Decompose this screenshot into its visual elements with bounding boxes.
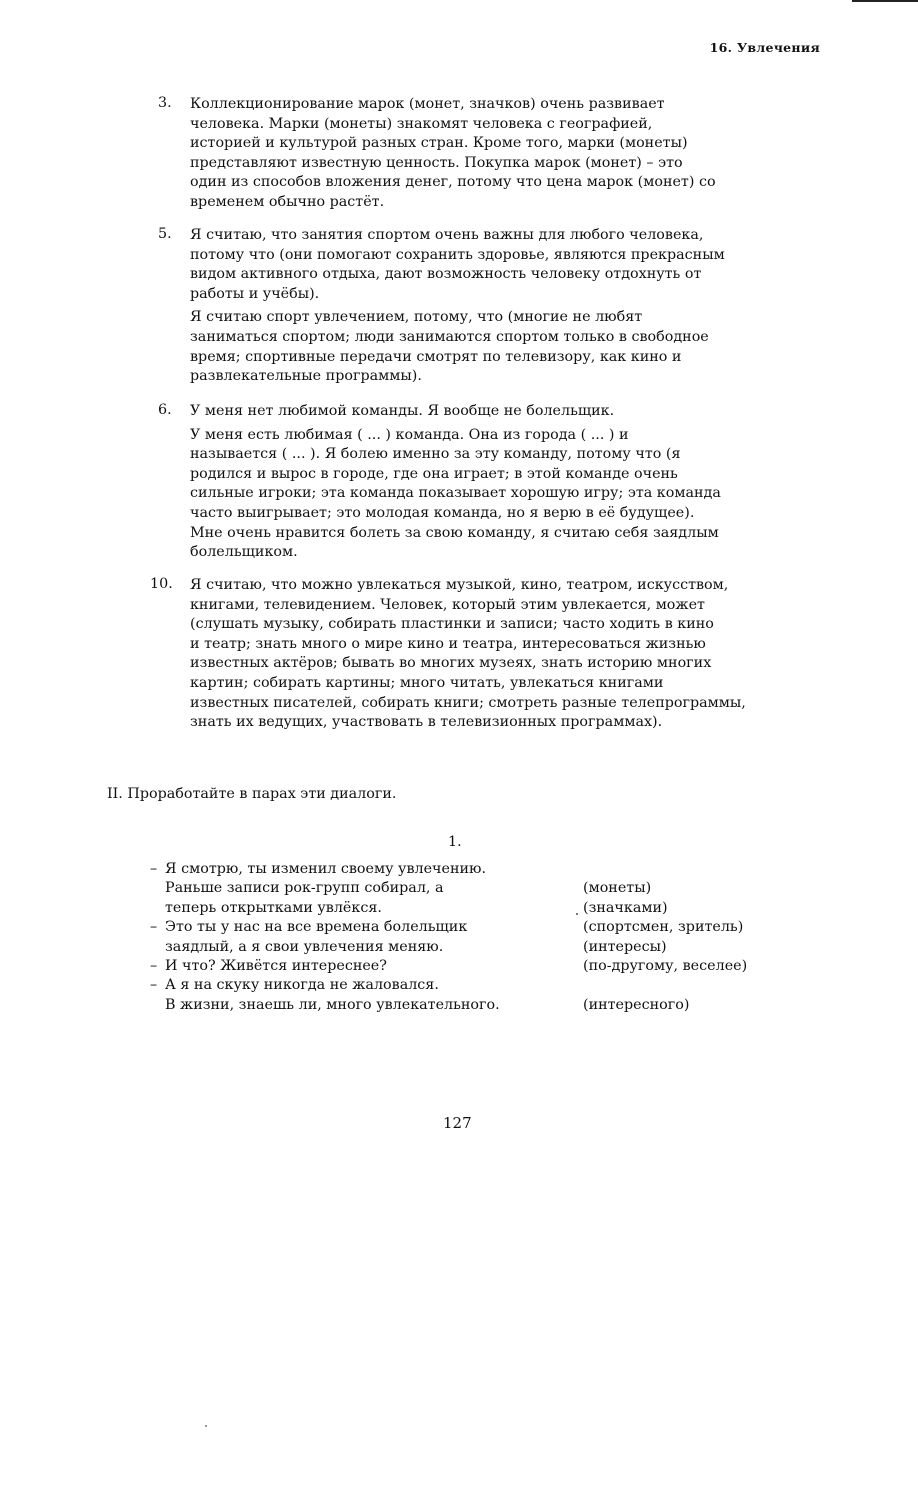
text-line: книгами, телевидением. Человек, который этим увлекается, может [190, 596, 705, 613]
section-heading: II. Проработайте в парах эти диалоги. [107, 786, 397, 802]
text-line: время; спортивные передачи смотрят по телевизору, как кино и [190, 348, 682, 365]
dialogue-dash: – [150, 957, 158, 974]
dialogue-line [150, 879, 790, 898]
substitution-hint: (спортсмен, зритель) [583, 919, 744, 936]
item-number: 3. [158, 95, 172, 111]
dialogue-text: Я смотрю, ты изменил своему увлечению. [165, 861, 487, 877]
text-line: заниматься спортом; люди занимаются спортом только в свободное [190, 328, 709, 345]
dialogue-text: А я на скуку никогда не жаловался. [165, 977, 439, 994]
running-header: 16. Увлечения [709, 40, 820, 55]
substitution-hint: (интересы) [583, 938, 667, 955]
dialogue-line [150, 899, 790, 918]
text-line: известных актёров; бывать во многих музеях, знать историю многих [190, 655, 712, 672]
text-line: Я считаю спорт увлечением, потому, что (многие не любят [190, 309, 643, 326]
item-number: 5. [158, 226, 172, 242]
paragraph [190, 95, 716, 213]
text-line: работы и учёбы). [190, 285, 320, 302]
dialogue [150, 860, 790, 1015]
dialogue-line [150, 860, 790, 879]
item-body [190, 576, 746, 733]
dialogue-line [150, 938, 790, 957]
text-line: историей и культурой разных стран. Кроме того, марки (монеты) [190, 135, 688, 152]
dialogue-dash: – [150, 977, 158, 994]
item-body [190, 95, 716, 213]
dialogue-number: 1. [448, 834, 462, 850]
text-line: и театр; знать много о мире кино и театра, интересоваться жизнью [190, 635, 706, 652]
substitution-hint: (монеты) [583, 880, 652, 897]
text-line: часто выигрывает; это молодая команда, но я верю в её будущее). [190, 504, 695, 521]
dialogue-line [150, 957, 790, 976]
scan-speck [205, 1425, 207, 1427]
paragraph [190, 576, 746, 733]
text-line: называется ( ... ). Я болею именно за эту команду, потому что (я [190, 446, 681, 463]
item-body [190, 402, 721, 563]
dialogue-text: Это ты у нас на все времена болельщик [165, 919, 468, 936]
paragraph [190, 426, 721, 563]
dialogue-dash: – [150, 861, 158, 877]
dialogue-text: В жизни, знаешь ли, много увлекательного. [165, 996, 500, 1013]
text-line: Коллекционирование марок (монет, значков) очень развивает [190, 96, 665, 112]
substitution-hint: (интересного) [583, 996, 690, 1013]
item-number: 10. [150, 576, 173, 592]
text-line: У меня нет любимой команды. Я вообще не болельщик. [190, 403, 615, 419]
text-line: сильные игроки; эта команда показывает хорошую игру; эта команда [190, 485, 721, 502]
dialogue-text: Раньше записи рок-групп собирал, а [165, 880, 444, 897]
text-line: Мне очень нравится болеть за свою команду, я считаю себя заядлым [190, 524, 719, 541]
text-line: Я считаю, что можно увлекаться музыкой, кино, театром, искусством, [190, 577, 729, 593]
text-line: временем обычно растёт. [190, 193, 385, 210]
dialogue-line [150, 918, 790, 937]
text-line: родился и вырос в городе, где она играет; в этой команде очень [190, 465, 678, 482]
text-line: один из способов вложения денег, потому что цена марок (монет) со [190, 174, 716, 191]
item-body [190, 226, 725, 387]
dialogue-text: И что? Живётся интереснее? [165, 957, 387, 974]
substitution-hint: (значками) [583, 899, 668, 916]
dialogue-line [150, 976, 790, 995]
text-line: картин; собирать картины; много читать, увлекаться книгами [190, 674, 664, 691]
text-line: видом активного отдыха, дают возможность человеку отдохнуть от [190, 266, 702, 283]
text-line: развлекательные программы). [190, 368, 422, 385]
dialogue-line [150, 996, 790, 1015]
dialogue-dash: – [150, 919, 158, 936]
paragraph [190, 402, 721, 422]
dialogue-text: заядлый, а я свои увлечения меняю. [165, 938, 444, 955]
paragraph [190, 226, 725, 304]
dialogue-text: теперь открытками увлёкся. [165, 899, 382, 916]
text-line: известных писателей, собирать книги; смотреть разные телепрограммы, [190, 694, 746, 711]
text-line: потому что (они помогают сохранить здоровье, являются прекрасным [190, 246, 725, 263]
text-line: представляют известную ценность. Покупка марок (монет) – это [190, 154, 683, 171]
page-number: 127 [443, 1114, 472, 1132]
page-edge-line [852, 0, 918, 2]
text-line: знать их ведущих, участвовать в телевизионных программах). [190, 714, 663, 731]
text-line: (слушать музыку, собирать пластинки и записи; часто ходить в кино [190, 616, 714, 633]
text-line: болельщиком. [190, 544, 298, 561]
paragraph [190, 308, 725, 386]
item-number: 6. [158, 402, 172, 418]
substitution-hint: (по-другому, веселее) [583, 957, 748, 974]
text-line: У меня есть любимая ( ... ) команда. Она из города ( ... ) и [190, 426, 629, 443]
text-line: человека. Марки (монеты) знакомят человека с географией, [190, 115, 653, 132]
scan-dot [576, 913, 578, 915]
text-line: Я считаю, что занятия спортом очень важны для любого человека, [190, 227, 704, 243]
